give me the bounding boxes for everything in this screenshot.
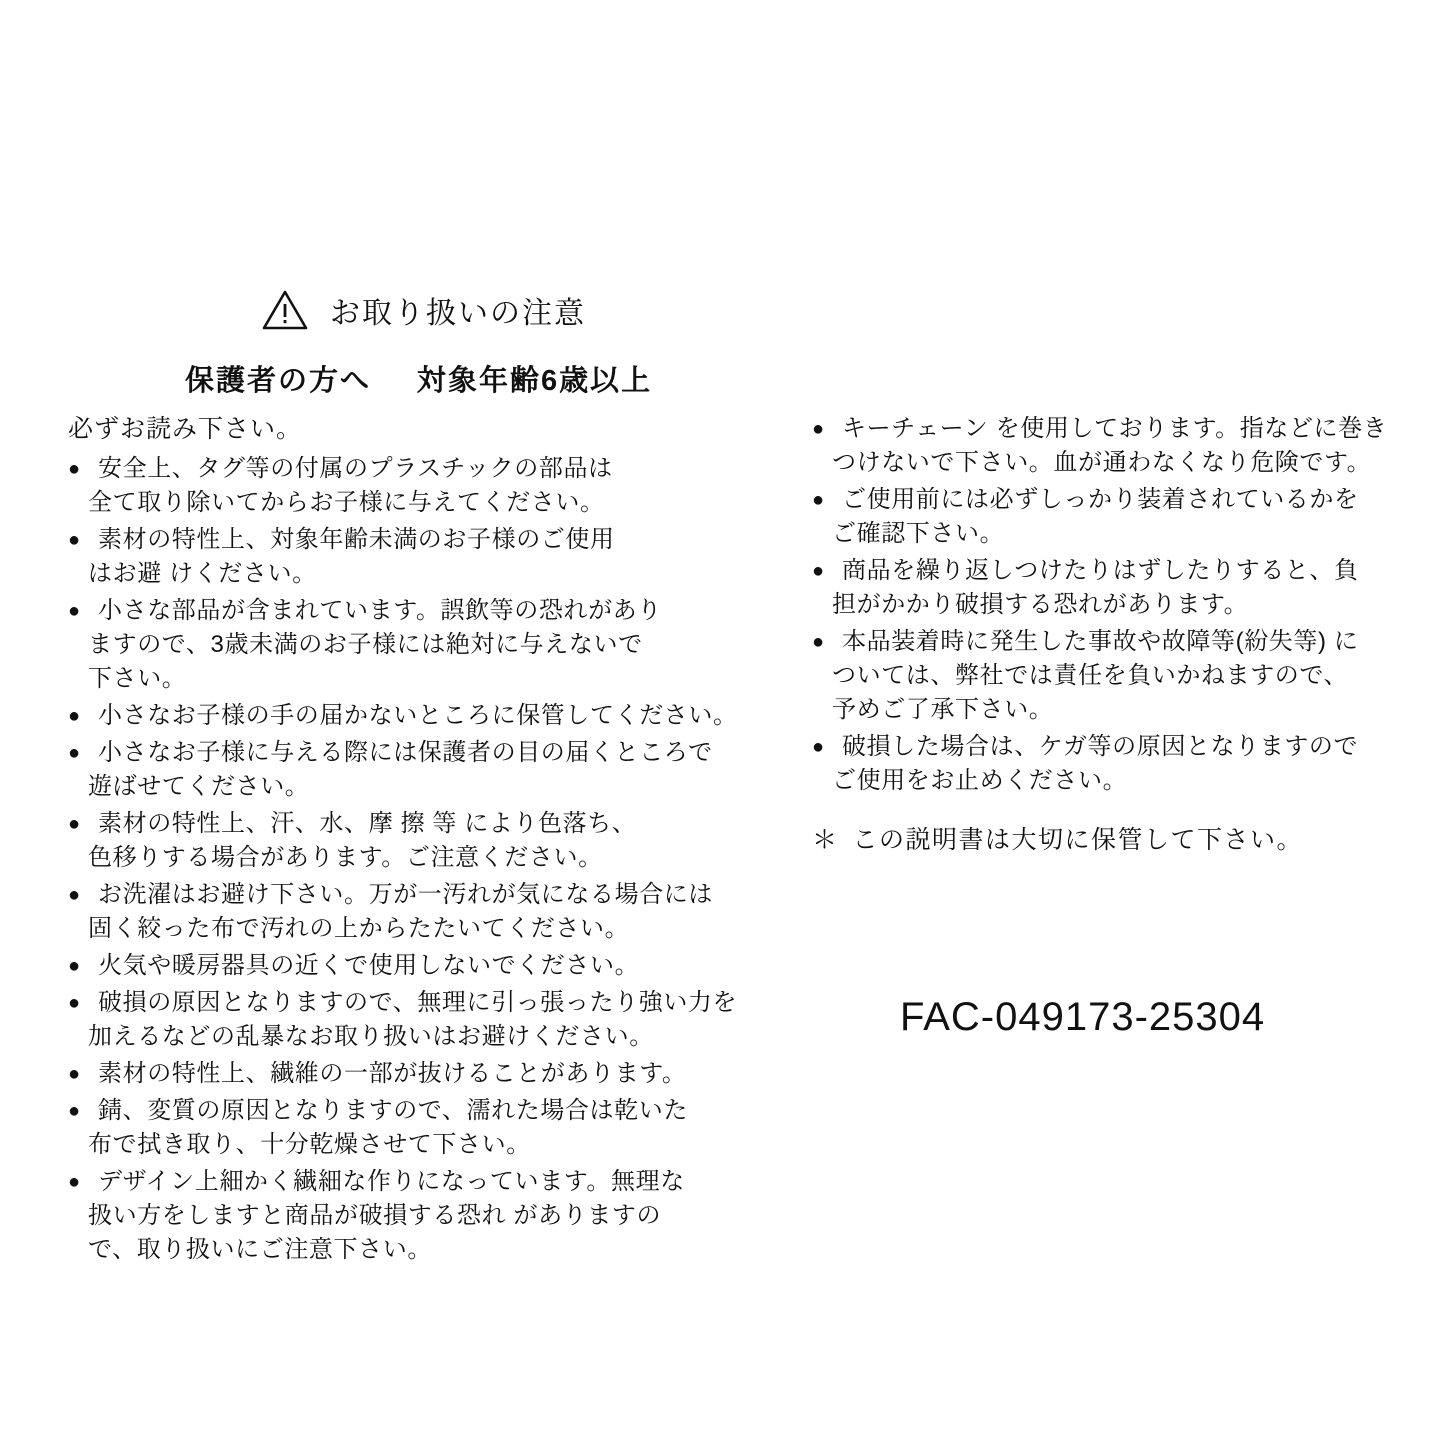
keep-manual-text: この説明書は大切に保管して下さい。 (852, 826, 1304, 854)
note-line: で、取り扱いにご注意下さい。 (88, 1236, 432, 1263)
right-notes-list (812, 412, 1388, 798)
note-line: ● キーチェーン を使用しております。指などに巻き (842, 415, 1388, 442)
note-line: ● お洗濯はお避け下さい。万が一汚れが気になる場合には (98, 881, 713, 908)
list-item (68, 736, 713, 804)
note-line: ● 小さなお子様に与える際には保護者の目の届くところで (98, 739, 713, 766)
note-line: ● 破損の原因となりますので、無理に引っ張ったり強い力を (98, 989, 738, 1016)
note-line: ● 商品を繰り返しつけたりはずしたりすると、負 (842, 557, 1359, 584)
note-line: ● 安全上、タグ等の付属のプラスチックの部品は (98, 455, 613, 482)
note-line: ● 小さなお子様の手の届かないところに保管してください。 (98, 702, 738, 729)
list-item (68, 1094, 708, 1162)
asterisk-marker: ＊ (812, 826, 839, 854)
list-item (68, 1165, 708, 1267)
note-line: ● ご使用前には必ずしっかり装着されているかを (842, 486, 1359, 513)
note-line: 布で拭き取り、十分乾燥させて下さい。 (88, 1131, 531, 1158)
note-line: 下さい。 (88, 665, 187, 692)
note-line: ● 破損した場合は、ケガ等の原因となりますので (842, 733, 1359, 760)
note-line: 加えるなどの乱暴なお取り扱いはお避けください。 (88, 1023, 654, 1050)
list-item (68, 699, 738, 733)
keep-manual-note (812, 820, 1303, 856)
note-line: 全て取り除いてからお子様に与えてください。 (88, 489, 605, 516)
left-column (68, 412, 738, 1270)
note-line: 予めご了承下さい。 (832, 696, 1054, 723)
note-line: ● 素材の特性上、対象年齢未満のお子様のご使用 (98, 526, 615, 553)
list-item (812, 483, 1382, 551)
document-header (0, 288, 1445, 399)
list-item (68, 523, 708, 591)
note-line: 扱い方をしますと商品が破損する恐れ がありますの (88, 1202, 662, 1229)
list-item (812, 625, 1382, 727)
read-first-label: 必ずお読み下さい。 (68, 415, 303, 443)
list-item (68, 1057, 708, 1091)
list-item (68, 452, 708, 520)
content-columns (0, 412, 1445, 1412)
note-line: 担がかかり破損する恐れがあります。 (832, 591, 1249, 618)
note-line: ● 錆、変質の原因となりますので、濡れた場合は乾いた (98, 1097, 688, 1124)
note-line: ついては、弊社では責任を負いかねますので、 (832, 662, 1349, 689)
product-code: FAC-049173-25304 (900, 995, 1266, 1039)
note-line: ご使用をお止めください。 (832, 767, 1128, 794)
note-line: ● 素材の特性上、汗、水、摩 擦 等 により色落ち、 (98, 810, 637, 837)
note-line: ますので、3歳未満のお子様には絶対に与えないで (88, 631, 643, 658)
list-item (68, 986, 738, 1054)
right-column (812, 412, 1388, 801)
note-line: つけないで下さい。血が通わなくなり危険です。 (832, 449, 1372, 476)
note-line: ● デザイン上細かく繊細な作りになっています。無理な (98, 1168, 685, 1195)
list-item (68, 949, 708, 983)
note-line: 固く絞った布で汚れの上からたたいてください。 (88, 915, 630, 942)
note-line: 色移りする場合があります。ご注意ください。 (88, 844, 603, 871)
list-item (812, 730, 1382, 798)
note-line: ● 素材の特性上、繊維の一部が抜けることがあります。 (98, 1060, 687, 1087)
age-rating-label: 対象年齢6歳以上 (417, 365, 653, 397)
list-item (68, 878, 713, 946)
note-line: ● 火気や暖房器具の近くで使用しないでください。 (98, 952, 640, 979)
audience-label: 保護者の方へ (185, 365, 372, 397)
warning-triangle-icon (262, 289, 308, 331)
list-item (812, 554, 1382, 622)
note-line: はお避 けください。 (88, 560, 317, 587)
list-item (812, 412, 1388, 480)
list-item (68, 807, 708, 875)
subtitle-row (0, 358, 1445, 399)
left-notes-list (68, 452, 738, 1267)
page-title: お取り扱いの注意 (330, 297, 586, 330)
title-row (0, 288, 1445, 332)
note-line: ご確認下さい。 (832, 520, 1005, 547)
note-line: ● 小さな部品が含まれています。誤飲等の恐れがあり (98, 597, 662, 624)
list-item (68, 594, 708, 696)
note-line: ● 本品装着時に発生した事故や故障等(紛失等) に (842, 628, 1359, 655)
note-line: 遊ばせてください。 (88, 773, 310, 800)
